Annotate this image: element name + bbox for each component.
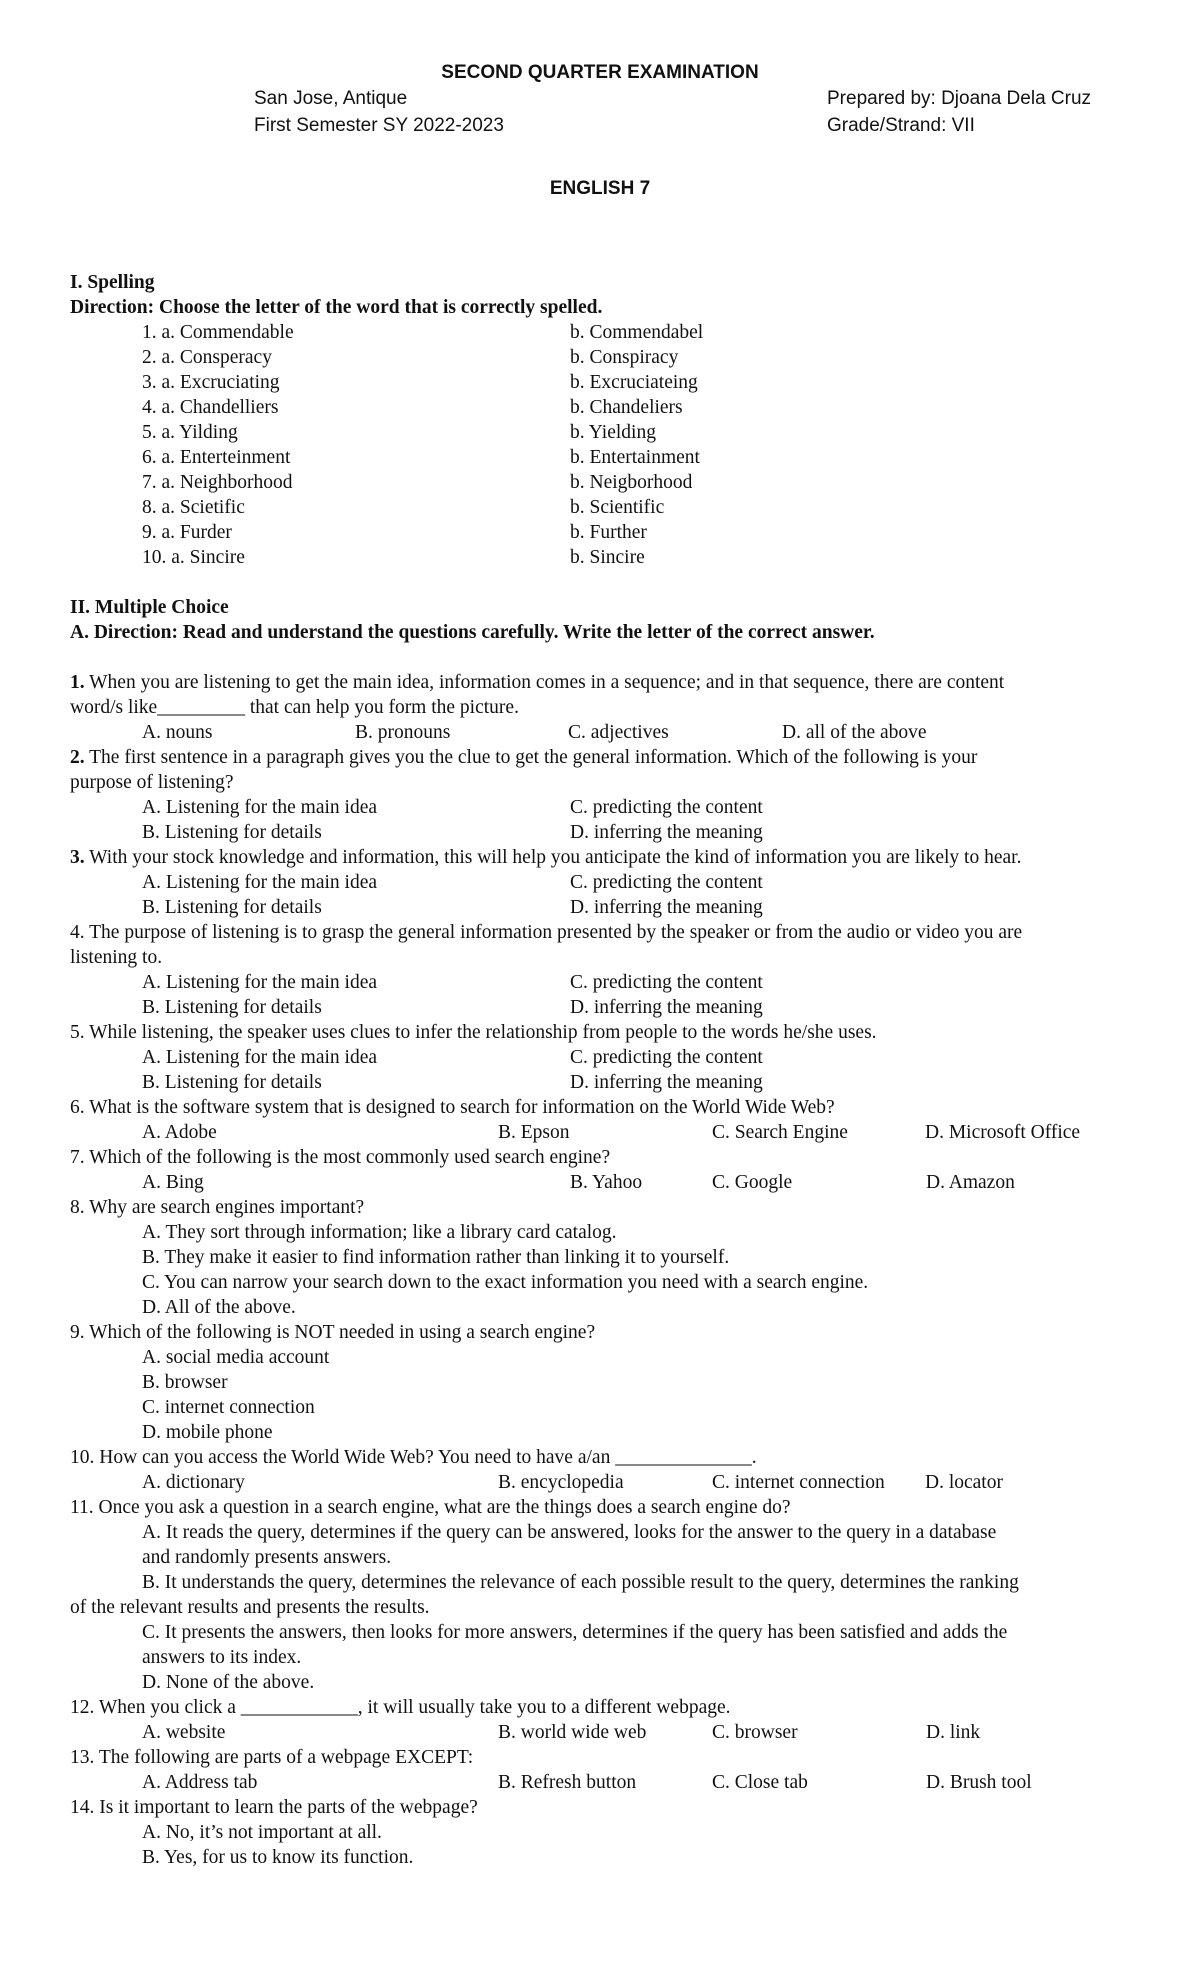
choice-c: C. predicting the content: [570, 972, 763, 993]
choice-a: A. Listening for the main idea: [142, 872, 378, 893]
choice-b: B. Epson: [498, 1122, 570, 1143]
spelling-item: [70, 470, 1140, 495]
choice-a: A. It reads the query, determines if the query can be answered, looks for the answer to the query in a database: [142, 1522, 997, 1543]
exam-title: SECOND QUARTER EXAMINATION: [441, 62, 759, 83]
choice-d: D. Amazon: [926, 1172, 1015, 1193]
choices-row: [70, 1470, 1140, 1495]
question-2: [70, 745, 1140, 770]
multiple-choice-direction: A. Direction: Read and understand the questions carefully. Write the letter of the correct answer.: [70, 622, 875, 643]
choice-a: A. No, it’s not important at all.: [142, 1822, 382, 1843]
question-6: 6. What is the software system that is designed to search for information on the World Wide Web?: [70, 1097, 835, 1118]
choice-a: A. website: [142, 1722, 226, 1743]
choices-row: [70, 895, 1140, 920]
option-b: b. Entertainment: [570, 447, 700, 468]
spelling-item: [70, 345, 1140, 370]
choice-b: B. Yes, for us to know its function.: [142, 1847, 414, 1868]
question-5: 5. While listening, the speaker uses clues to infer the relationship from people to the words he/she uses.: [70, 1022, 877, 1043]
choice-c: C. It presents the answers, then looks for more answers, determines if the query has been satisfied and adds the: [142, 1622, 1008, 1643]
question-14: 14. Is it important to learn the parts of the webpage?: [70, 1797, 478, 1818]
choice-d: D. inferring the meaning: [570, 1072, 763, 1093]
option-a: 1. a. Commendable: [142, 322, 294, 343]
choices-row: [70, 1070, 1140, 1095]
question-number: 2.: [70, 747, 85, 768]
choice-d: D. inferring the meaning: [570, 897, 763, 918]
option-b: b. Excruciateing: [570, 372, 698, 393]
option-b: b. Scientific: [570, 497, 665, 518]
choice-c: C. browser: [712, 1722, 798, 1743]
choice-b: B. world wide web: [498, 1722, 647, 1743]
choices-row: [70, 820, 1140, 845]
spelling-item: [70, 370, 1140, 395]
question-text: The first sentence in a paragraph gives you the clue to get the general information. Which of the following is your: [84, 747, 978, 768]
question-10: 10. How can you access the World Wide Web? You need to have a/an ______________.: [70, 1447, 757, 1468]
choice-a: A. Listening for the main idea: [142, 1047, 378, 1068]
choice-d: D. locator: [925, 1472, 1003, 1493]
choice-a: A. Bing: [142, 1172, 204, 1193]
choice-d: D. inferring the meaning: [570, 997, 763, 1018]
option-b: b. Yielding: [570, 422, 656, 443]
option-a: 3. a. Excruciating: [142, 372, 280, 393]
choices-row: [70, 1120, 1140, 1145]
choice-b: B. They make it easier to find information rather than linking it to yourself.: [142, 1247, 730, 1268]
choice-c: C. adjectives: [568, 722, 669, 743]
semester: First Semester SY 2022-2023: [254, 115, 504, 136]
choice-d: D. Brush tool: [926, 1772, 1032, 1793]
multiple-choice-heading: II. Multiple Choice: [70, 597, 229, 618]
option-a: 2. a. Consperacy: [142, 347, 272, 368]
option-b: b. Neigborhood: [570, 472, 693, 493]
option-b: b. Chandeliers: [570, 397, 683, 418]
question-7: 7. Which of the following is the most commonly used search engine?: [70, 1147, 611, 1168]
question-3: [70, 845, 1140, 870]
choice-c: C. You can narrow your search down to the exact information you need with a search engine.: [142, 1272, 869, 1293]
spelling-item: [70, 545, 1140, 570]
question-8: 8. Why are search engines important?: [70, 1197, 365, 1218]
spelling-direction: Direction: Choose the letter of the word that is correctly spelled.: [70, 297, 603, 318]
choice-a: A. social media account: [142, 1347, 330, 1368]
option-b: b. Commendabel: [570, 322, 704, 343]
choice-b: B. browser: [142, 1372, 228, 1393]
question-text: With your stock knowledge and information, this will help you anticipate the kind of information you are likely to hear.: [84, 847, 1022, 868]
choice-c: C. predicting the content: [570, 872, 763, 893]
spelling-item: [70, 420, 1140, 445]
option-b: b. Conspiracy: [570, 347, 679, 368]
choice-c: C. internet connection: [712, 1472, 885, 1493]
choice-d: D. inferring the meaning: [570, 822, 763, 843]
choice-c-cont: answers to its index.: [142, 1647, 302, 1668]
question-12: 12. When you click a ____________, it will usually take you to a different webpage.: [70, 1697, 731, 1718]
choice-b: B. Yahoo: [570, 1172, 643, 1193]
spacer: [70, 645, 1140, 670]
choice-d: D. link: [926, 1722, 981, 1743]
option-b: b. Further: [570, 522, 647, 543]
choices-row: [70, 970, 1140, 995]
spelling-item: [70, 495, 1140, 520]
question-9: 9. Which of the following is NOT needed in using a search engine?: [70, 1322, 596, 1343]
choice-c: C. Close tab: [712, 1772, 808, 1793]
question-text: When you are listening to get the main idea, information comes in a sequence; and in that sequence, there are content: [84, 672, 1005, 693]
choices-row: [70, 870, 1140, 895]
question-11: 11. Once you ask a question in a search engine, what are the things does a search engine do?: [70, 1497, 791, 1518]
prepared-by: Prepared by: Djoana Dela Cruz: [827, 88, 1092, 109]
grade-strand: Grade/Strand: VII: [827, 115, 975, 136]
option-a: 4. a. Chandelliers: [142, 397, 279, 418]
choice-b: B. Listening for details: [142, 897, 322, 918]
choice-a-cont: and randomly presents answers.: [142, 1547, 392, 1568]
choice-b: B. Listening for details: [142, 822, 322, 843]
spelling-item: [70, 445, 1140, 470]
spelling-item: [70, 520, 1140, 545]
option-a: 6. a. Enterteinment: [142, 447, 291, 468]
choices-row: [70, 720, 1140, 745]
choice-a: A. Address tab: [142, 1772, 258, 1793]
choice-d: D. all of the above: [782, 722, 927, 743]
question-13: 13. The following are parts of a webpage EXCEPT:: [70, 1747, 474, 1768]
option-a: 5. a. Yilding: [142, 422, 238, 443]
choice-b: B. It understands the query, determines the relevance of each possible result to the query, determines the ranking: [142, 1572, 1019, 1593]
choice-a: A. nouns: [142, 722, 213, 743]
question-4: 4. The purpose of listening is to grasp the general information presented by the speaker or from the audio or video you are: [70, 922, 1023, 943]
choice-b: B. Listening for details: [142, 1072, 322, 1093]
option-b: b. Sincire: [570, 547, 645, 568]
choices-row: [70, 795, 1140, 820]
question-number: 3.: [70, 847, 85, 868]
choice-d: D. mobile phone: [142, 1422, 273, 1443]
choice-a: A. Listening for the main idea: [142, 797, 378, 818]
question-text-cont: word/s like_________ that can help you form the picture.: [70, 697, 519, 718]
choices-row: [70, 1770, 1140, 1795]
choice-b: B. Listening for details: [142, 997, 322, 1018]
choice-a: A. Listening for the main idea: [142, 972, 378, 993]
choices-row: [70, 1170, 1140, 1195]
choice-b: B. encyclopedia: [498, 1472, 624, 1493]
spelling-item: [70, 320, 1140, 345]
choices-row: [70, 1720, 1140, 1745]
option-a: 8. a. Scietific: [142, 497, 245, 518]
choice-a: A. They sort through information; like a library card catalog.: [142, 1222, 617, 1243]
school-location: San Jose, Antique: [254, 88, 408, 109]
question-1: [70, 670, 1140, 695]
choice-c: C. internet connection: [142, 1397, 315, 1418]
choices-row: [70, 1045, 1140, 1070]
option-a: 9. a. Furder: [142, 522, 232, 543]
choice-b: B. pronouns: [355, 722, 451, 743]
question-number: 1.: [70, 672, 85, 693]
spelling-item: [70, 395, 1140, 420]
exam-content: [70, 270, 1140, 1870]
option-a: 10. a. Sincire: [142, 547, 245, 568]
choice-b: B. Refresh button: [498, 1772, 637, 1793]
option-a: 7. a. Neighborhood: [142, 472, 293, 493]
choice-c: C. predicting the content: [570, 797, 763, 818]
subject-title: ENGLISH 7: [549, 178, 651, 199]
choice-d: D. All of the above.: [142, 1297, 296, 1318]
question-text-cont: purpose of listening?: [70, 772, 234, 793]
choices-row: [70, 995, 1140, 1020]
spacer: [70, 570, 1140, 595]
choice-c: C. Google: [712, 1172, 793, 1193]
choice-c: C. predicting the content: [570, 1047, 763, 1068]
choice-a: A. Adobe: [142, 1122, 217, 1143]
choice-d: D. Microsoft Office: [925, 1122, 1081, 1143]
question-text-cont: listening to.: [70, 947, 163, 968]
choice-c: C. Search Engine: [712, 1122, 848, 1143]
choice-d: D. None of the above.: [142, 1672, 315, 1693]
choice-b-cont: of the relevant results and presents the results.: [70, 1597, 430, 1618]
spelling-heading: I. Spelling: [70, 272, 155, 293]
choice-a: A. dictionary: [142, 1472, 245, 1493]
